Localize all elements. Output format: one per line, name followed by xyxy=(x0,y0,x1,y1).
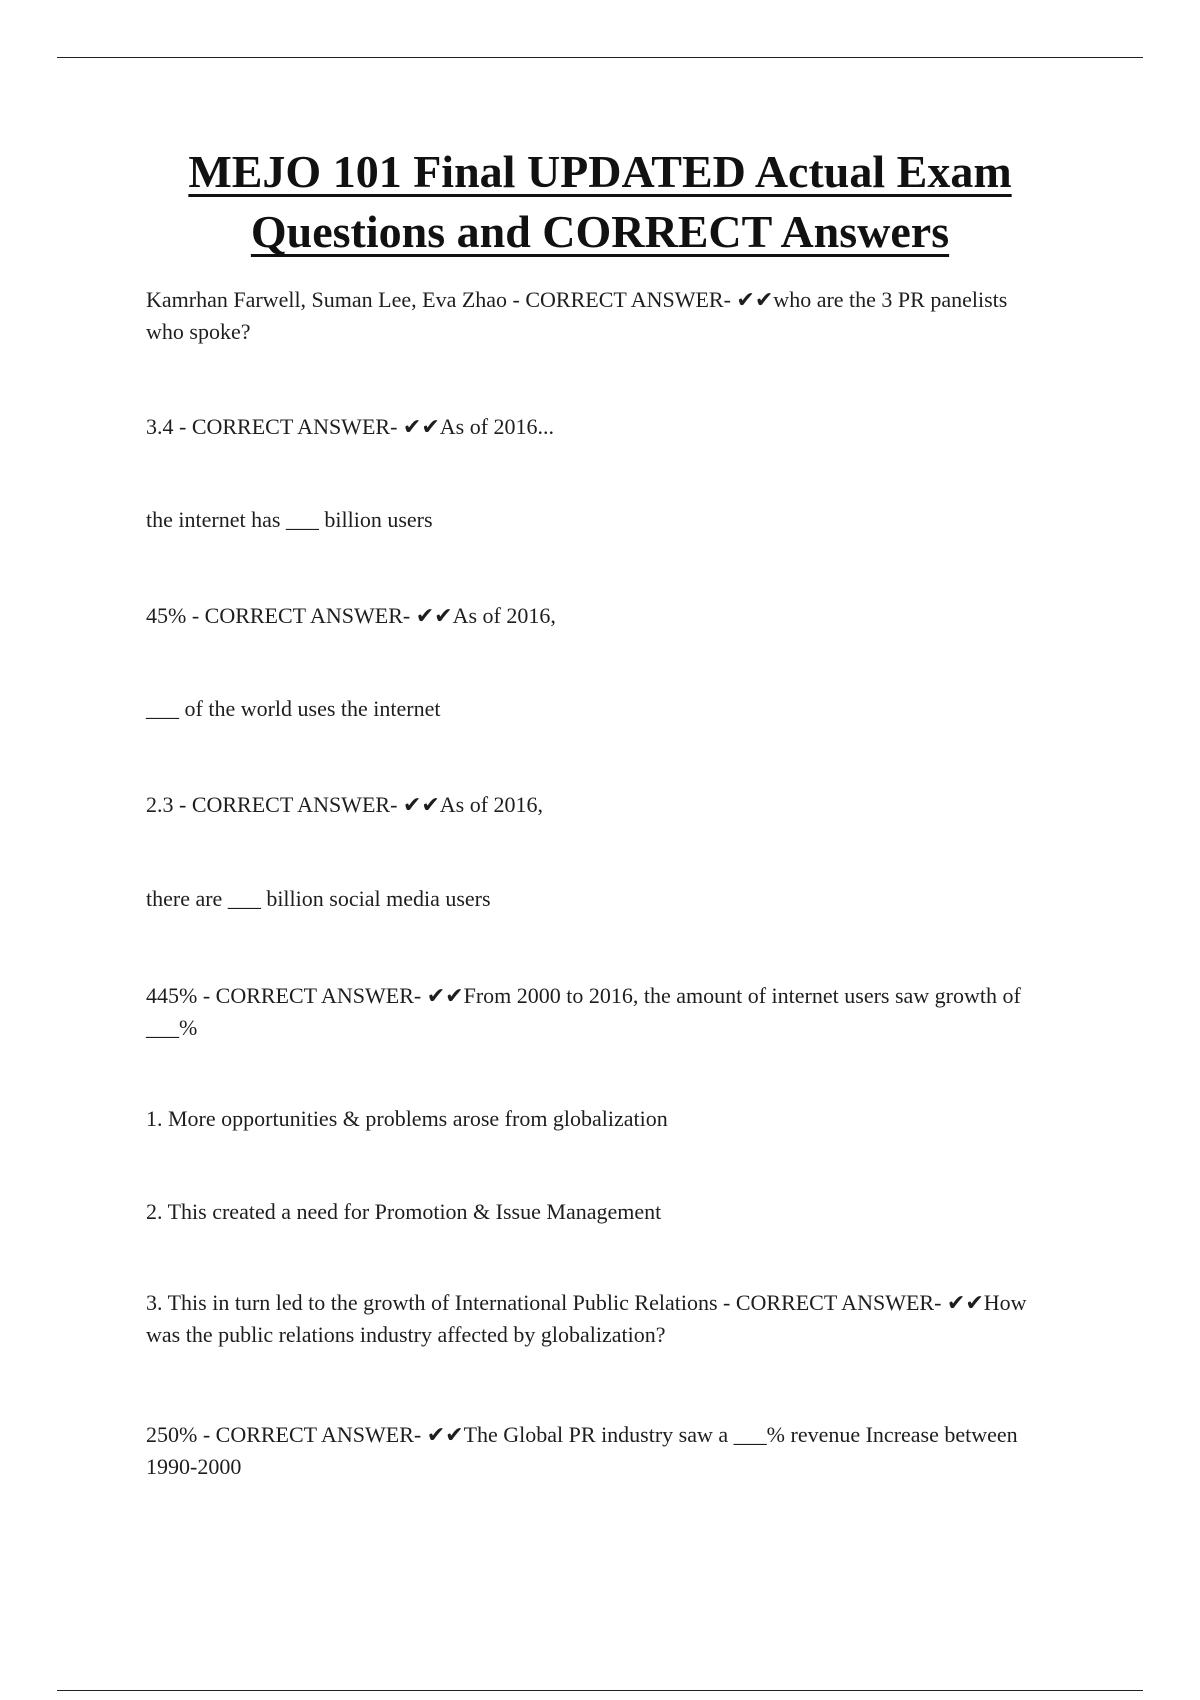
qa-paragraph: Kamrhan Farwell, Suman Lee, Eva Zhao - CORRECT ANSWER- ✔✔who are the 3 PR panelists who spoke? xyxy=(146,287,1008,344)
title-line-2: Questions and CORRECT Answers xyxy=(250,206,950,257)
qa-paragraph: the internet has ___ billion users xyxy=(146,507,433,532)
qa-paragraph: 3. This in turn led to the growth of International Public Relations - CORRECT ANSWER- ✔✔How was the public relations industry affected by globalization? xyxy=(146,1290,1027,1347)
qa-paragraph: ___ of the world uses the internet xyxy=(146,696,441,721)
qa-paragraph: 2.3 - CORRECT ANSWER- ✔✔As of 2016, xyxy=(146,792,544,817)
qa-paragraph: 1. More opportunities & problems arose from globalization xyxy=(146,1106,668,1131)
qa-paragraph: 3.4 - CORRECT ANSWER- ✔✔As of 2016... xyxy=(146,414,555,439)
qa-paragraph: 445% - CORRECT ANSWER- ✔✔From 2000 to 2016, the amount of internet users saw growth of ___% xyxy=(146,983,1021,1040)
top-rule xyxy=(57,57,1143,58)
qa-paragraph: 2. This created a need for Promotion & Issue Management xyxy=(146,1199,662,1224)
qa-paragraph: 45% - CORRECT ANSWER- ✔✔As of 2016, xyxy=(146,603,556,628)
bottom-rule xyxy=(57,1690,1143,1691)
title-line-1: MEJO 101 Final UPDATED Actual Exam xyxy=(188,146,1012,197)
document-title xyxy=(100,142,1100,262)
qa-paragraph: there are ___ billion social media users xyxy=(146,886,491,911)
qa-paragraph: 250% - CORRECT ANSWER- ✔✔The Global PR industry saw a ___% revenue Increase between 1990-2000 xyxy=(146,1422,1018,1479)
